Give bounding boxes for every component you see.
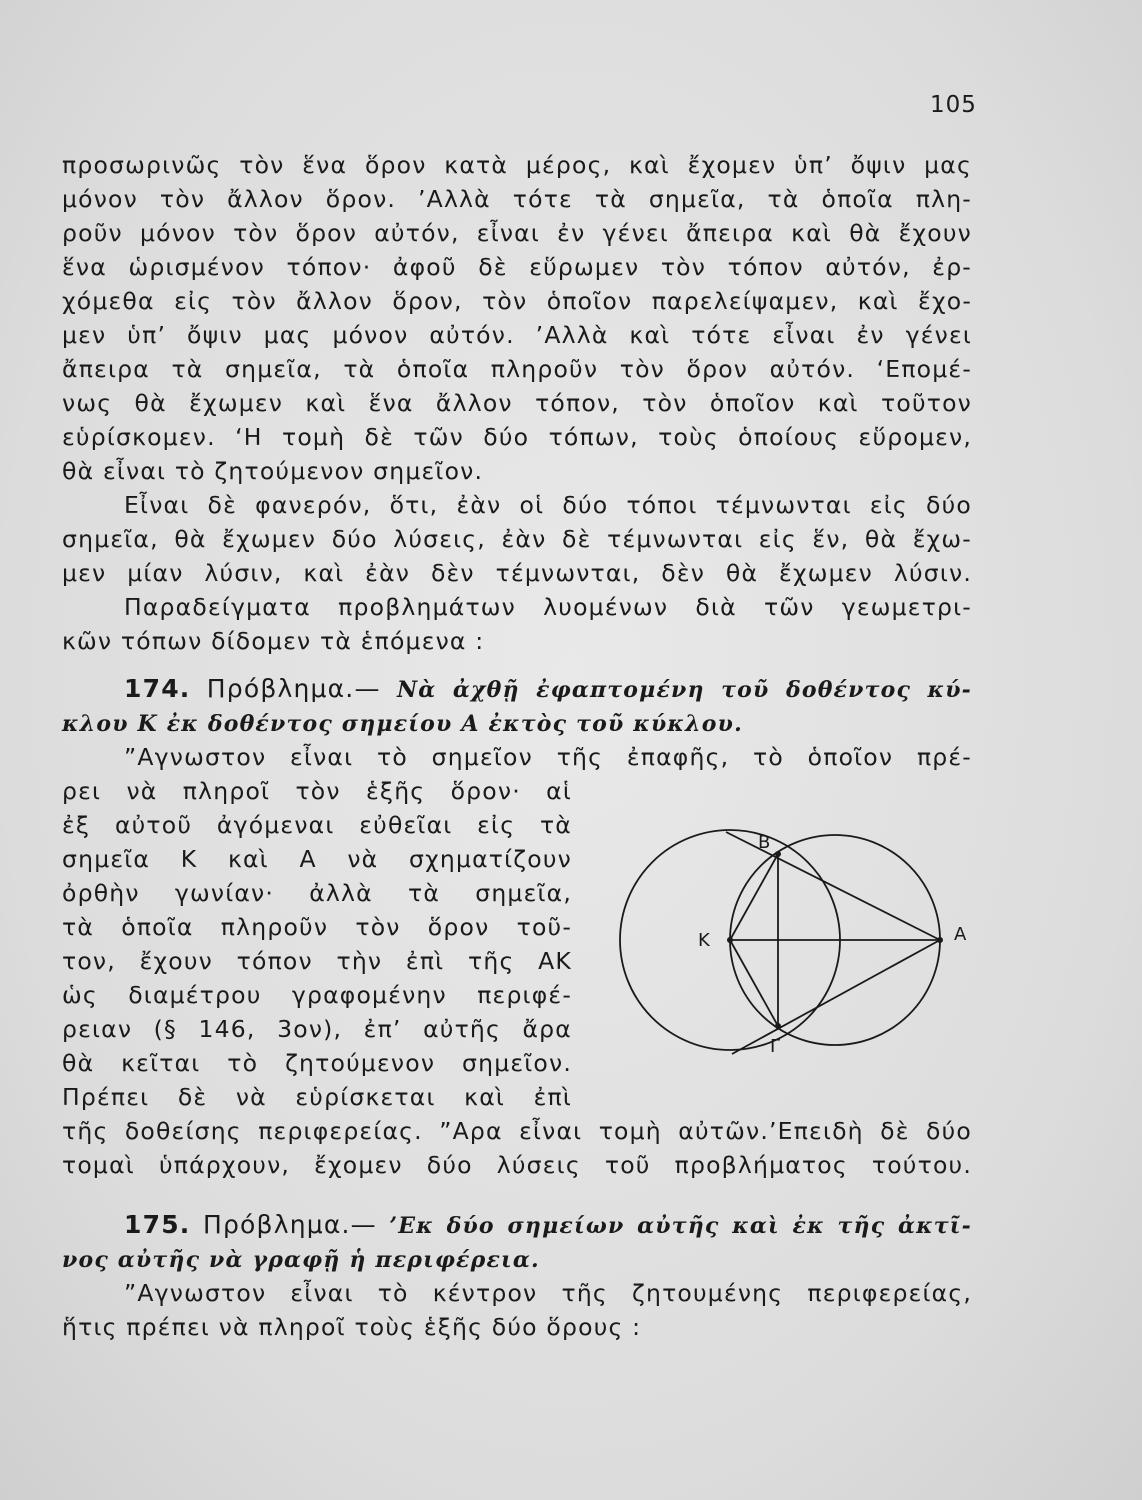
problem-175-heading <box>124 1208 972 1243</box>
text-line: Παραδείγματα προβλημάτων λυομένων διὰ τῶν γεωμετρι- <box>124 593 972 621</box>
label-A: Α <box>954 924 967 945</box>
text-line: κῶν τόπων δίδομεν τὰ ἑπόμενα : <box>62 627 485 655</box>
segment-KG <box>730 940 778 1026</box>
text-line: μεν μίαν λύσιν, καὶ ἐὰν δὲν τέμνωνται, δὲν θὰ ἔχωμεν λύσιν. <box>62 559 972 587</box>
tangent-construction-figure <box>600 820 990 1070</box>
point-B <box>775 851 781 857</box>
text-line: τομαὶ ὑπάρχουν, ἔχομεν δύο λύσεις τοῦ προβλήματος τούτου. <box>62 1151 972 1179</box>
problem-title: ’Εκ δύο σημείων αὐτῆς καὶ ἐκ τῆς ἀκτῖ- <box>389 1213 972 1239</box>
text-line: σημεῖα Κ καὶ Α νὰ σχηματίζουν <box>62 845 572 873</box>
text-line: ἥτις πρέπει νὰ πληροῖ τοὺς ἑξῆς δύο ὅρους : <box>62 1313 642 1341</box>
text-line: θὰ κεῖται τὸ ζητούμενον σημεῖον. <box>62 1049 572 1077</box>
text-line: ὀρθὴν γωνίαν· ἀλλὰ τὰ σημεῖα, <box>62 879 572 907</box>
text-line: ρει νὰ πληροῖ τὸν ἑξῆς ὅρον· αἱ <box>62 777 572 805</box>
page-number: 105 <box>930 92 977 118</box>
text-line: σημεῖα, θὰ ἔχωμεν δύο λύσεις, ἐὰν δὲ τέμνωνται εἰς ἕν, θὰ ἔχω- <box>62 525 972 553</box>
text-line: ὡς διαμέτρου γραφομένην περιφέ- <box>62 981 572 1009</box>
text-line: προσωρινῶς τὸν ἕνα ὅρον κατὰ μέρος, καὶ ἔχομεν ὑπ’ ὄψιν μας <box>62 151 972 179</box>
text-line: εὑρίσκομεν. ‘Η τομὴ δὲ τῶν δύο τόπων, τοὺς ὁποίους εὕρομεν, <box>62 423 972 451</box>
problem-title-cont <box>62 1242 972 1277</box>
label-B: Β <box>758 832 771 853</box>
text-line: τῆς δοθείσης περιφερείας. ”Αρα εἶναι τομὴ αὐτῶν.’Επειδὴ δὲ δύο <box>62 1117 972 1145</box>
label-G: Γ <box>770 1036 781 1057</box>
text-line: Πρέπει δὲ νὰ εὑρίσκεται καὶ ἐπὶ <box>62 1083 572 1111</box>
point-K <box>727 937 733 943</box>
problem-174-heading <box>124 672 972 707</box>
problem-title: Νὰ ἀχθῇ ἐφαπτομένη τοῦ δοθέντος κύ- <box>396 677 973 703</box>
text-line: μεν ὑπ’ ὄψιν μας μόνον αὐτόν. ’Αλλὰ καὶ τότε εἶναι ἐν γένει <box>62 321 972 349</box>
problem-label: Πρόβλημα.— <box>206 674 381 703</box>
text-line: νως θὰ ἔχωμεν καὶ ἕνα ἄλλον τόπον, τὸν ὁποῖον καὶ τοῦτον <box>62 389 972 417</box>
tangent-AG <box>732 940 940 1054</box>
problem-number: 174. <box>124 674 191 703</box>
text-line: τον, ἔχουν τόπον τὴν ἐπὶ τῆς ΑΚ <box>62 947 572 975</box>
text-line: χόμεθα εἰς τὸν ἄλλον ὅρον, τὸν ὁποῖον παρελείψαμεν, καὶ ἔχο- <box>62 287 972 315</box>
point-A <box>937 937 943 943</box>
text-line: ἐξ αὐτοῦ ἀγόμεναι εὐθεῖαι εἰς τὰ <box>62 811 572 839</box>
text-line: ροῦν μόνον τὸν ὅρον αὐτόν, εἶναι ἐν γένει ἄπειρα καὶ θὰ ἔχουν <box>62 219 972 247</box>
text-line: μόνον τὸν ἄλλον ὅρον. ’Αλλὰ τότε τὰ σημεῖα, τὰ ὁποῖα πλη- <box>62 185 972 213</box>
point-G <box>775 1023 781 1029</box>
problem-label: Πρόβλημα.— <box>202 1210 377 1239</box>
text-line: τὰ ὁποῖα πληροῦν τὸν ὅρον τοῦ- <box>62 913 572 941</box>
problem-number: 175. <box>124 1210 191 1239</box>
text-line: ”Αγνωστον εἶναι τὸ σημεῖον τῆς ἐπαφῆς, τὸ ὁποῖον πρέ- <box>124 743 972 771</box>
text-line: ἄπειρα τὰ σημεῖα, τὰ ὁποῖα πληροῦν τὸν ὅρον αὐτόν. ‘Επομέ- <box>62 355 972 383</box>
text-line: θὰ εἶναι τὸ ζητούμενον σημεῖον. <box>62 457 484 485</box>
problem-title-line2: νος αὐτῆς νὰ γραφῇ ἡ περιφέρεια. <box>62 1247 540 1273</box>
problem-title-cont <box>62 706 972 741</box>
segment-KB <box>730 854 778 940</box>
label-K: Κ <box>698 930 710 951</box>
text-line: ”Αγνωστον εἶναι τὸ κέντρον τῆς ζητουμένης περιφερείας, <box>124 1279 972 1307</box>
text-line: Εἶναι δὲ φανερόν, ὅτι, ἐὰν οἱ δύο τόποι τέμνωνται εἰς δύο <box>124 491 972 519</box>
problem-title-line2: κλου Κ ἐκ δοθέντος σημείου Α ἐκτὸς τοῦ κύκλου. <box>62 711 743 737</box>
text-line: ἕνα ὡρισμένον τόπον· ἀφοῦ δὲ εὕρωμεν τὸν τόπον αὐτόν, ἐρ- <box>62 253 972 281</box>
text-line: ρειαν (§ 146, 3ον), ἐπ’ αὐτῆς ἄρα <box>62 1015 572 1043</box>
